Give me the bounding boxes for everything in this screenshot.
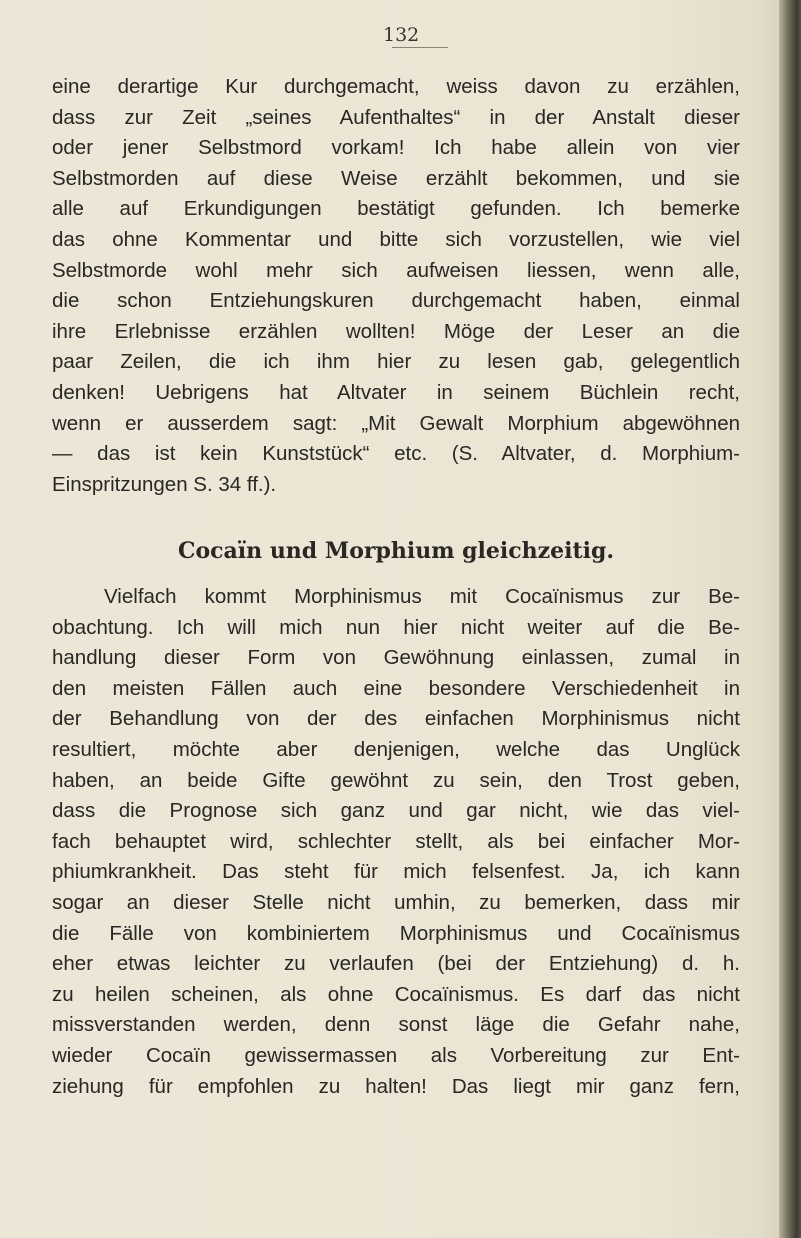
paragraph-1 (52, 72, 740, 500)
text-line: den meisten Fällen auch eine besondere Verschiedenheit in (52, 676, 740, 700)
text-line: wieder Cocaïn gewissermassen als Vorbereitung zur Ent- (52, 1043, 740, 1067)
text-line: oder jener Selbstmord vorkam! Ich habe allein von vier (52, 136, 740, 160)
text-line: zu heilen scheinen, als ohne Cocaïnismus. Es darf das nicht (52, 982, 740, 1006)
text-line: Einspritzungen S. 34 ff.). (52, 472, 277, 496)
text-line: haben, an beide Gifte gewöhnt zu sein, den Trost geben, (52, 768, 740, 792)
text-line: — das ist kein Kunststück“ etc. (S. Altvater, d. Morphium- (52, 442, 740, 466)
paragraph-2 (52, 582, 740, 1102)
text-line: die schon Entziehungskuren durchgemacht haben, einmal (52, 289, 740, 313)
page-number-underline (392, 47, 448, 48)
text-line: paar Zeilen, die ich ihm hier zu lesen gab, gelegentlich (52, 350, 740, 374)
text-line: resultiert, möchte aber denjenigen, welche das Unglück (52, 737, 740, 761)
page-edge-shadow (779, 0, 801, 1238)
text-line: das ohne Kommentar und bitte sich vorzustellen, wie viel (52, 227, 740, 251)
text-line: ihre Erlebnisse erzählen wollten! Möge der Leser an die (52, 319, 740, 343)
text-line: alle auf Erkundigungen bestätigt gefunden. Ich bemerke (52, 197, 740, 221)
text-line: Selbstmorde wohl mehr sich aufweisen liessen, wenn alle, (52, 258, 740, 282)
text-line: Vielfach kommt Morphinismus mit Cocaïnismus zur Be- (104, 585, 740, 608)
page-number: 132 (383, 24, 420, 46)
text-line: dass die Prognose sich ganz und gar nicht, wie das viel- (52, 799, 740, 823)
text-line: der Behandlung von der des einfachen Morphinismus nicht (52, 707, 740, 731)
text-line: sogar an dieser Stelle nicht umhin, zu bemerken, dass mir (52, 890, 740, 914)
section-heading: Cocaïn und Morphium gleichzeitig. (177, 538, 615, 564)
text-line: dass zur Zeit „seines Aufenthaltes“ in der Anstalt dieser (52, 105, 740, 129)
text-line: die Fälle von kombiniertem Morphinismus und Cocaïnismus (52, 921, 740, 945)
text-line: obachtung. Ich will mich nun hier nicht weiter auf die Be- (52, 615, 740, 639)
text-line: eine derartige Kur durchgemacht, weiss davon zu erzählen, (52, 75, 740, 98)
text-line: handlung dieser Form von Gewöhnung einlassen, zumal in (52, 646, 740, 670)
text-line: ziehung für empfohlen zu halten! Das liegt mir ganz fern, (52, 1074, 740, 1098)
text-line: fach behauptet wird, schlechter stellt, als bei einfacher Mor- (52, 829, 740, 853)
text-line: wenn er ausserdem sagt: „Mit Gewalt Morphium abgewöhnen (52, 411, 740, 435)
text-line: denken! Uebrigens hat Altvater in seinem Büchlein recht, (52, 380, 740, 404)
text-line: Selbstmorden auf diese Weise erzählt bekommen, und sie (52, 166, 740, 190)
text-line: eher etwas leichter zu verlaufen (bei der Entziehung) d. h. (52, 952, 740, 976)
text-line: missverstanden werden, denn sonst läge die Gefahr nahe, (52, 1013, 740, 1037)
text-line: phiumkrankheit. Das steht für mich felsenfest. Ja, ich kann (52, 860, 740, 884)
